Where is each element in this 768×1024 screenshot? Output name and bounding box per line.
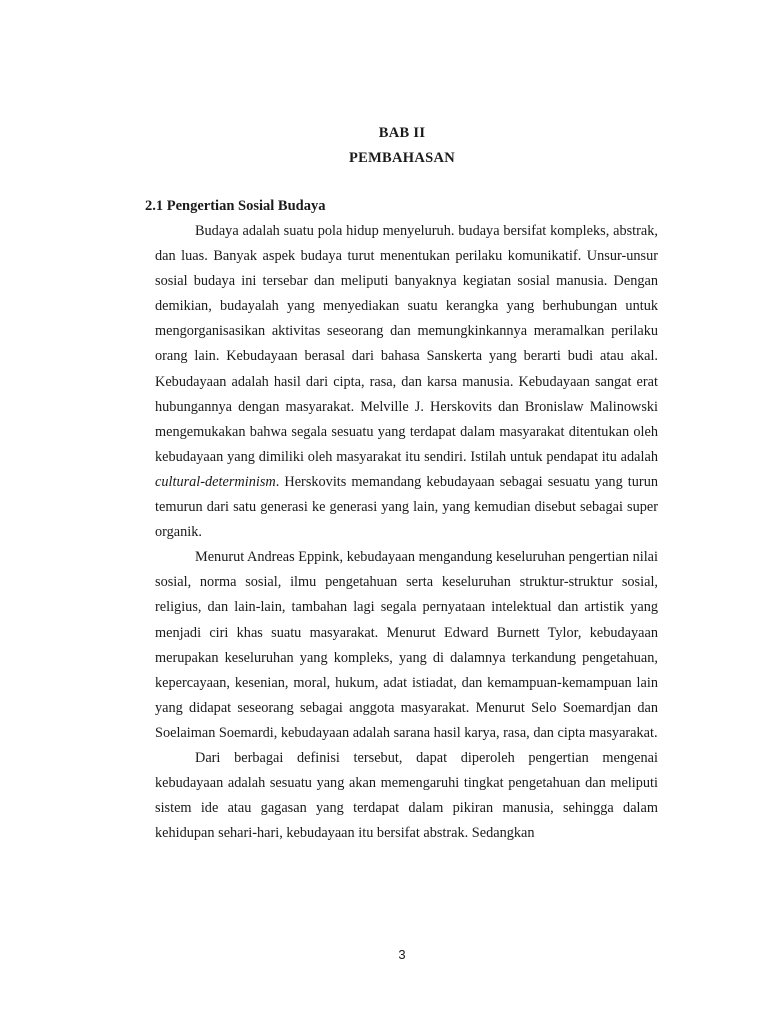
chapter-heading: BAB II [378,125,426,141]
paragraph [155,219,658,545]
section-title: 2.1 Pengertian Sosial Budaya [145,198,326,214]
paragraph-text: . Herskovits memandang kebudayaan sebagai sesuatu yang turun temurun dari satu generasi ke generasi yang lain, yang kemudian disebut sebagai super organik. [155,473,658,541]
paragraph: Menurut Andreas Eppink, kebudayaan mengandung keseluruhan pengertian nilai sosial, norma sosial, ilmu pengetahuan serta keseluruhan struktur-struktur sosial, religius, dan lain-lain, tambahan lagi segala pernyataan intelektual dan artistik yang menjadi ciri khas suatu masyarakat. Menurut Edward Burnett Tylor, kebudayaan merupakan keseluruhan yang kompleks, yang di dalamnya terkandung pengetahuan, kepercayaan, kesenian, moral, hukum, adat istiadat, dan kemampuan-kemampuan lain yang didapat seseorang sebagai anggota masyarakat. Menurut Selo Soemardjan dan Soelaiman Soemardi, kebudayaan adalah sarana hasil karya, rasa, dan cipta masyarakat. [155,549,658,741]
paragraph: Dari berbagai definisi tersebut, dapat diperoleh pengertian mengenai kebudayaan adalah sesuatu yang akan memengaruhi tingkat pengetahuan dan meliputi sistem ide atau gagasan yang terdapat dalam pikiran manusia, sehingga dalam kehidupan sehari-hari, kebudayaan itu bersifat abstrak. Sedangkan [155,749,658,842]
chapter-title: PEMBAHASAN [348,150,456,166]
italic-term: cultural-determinism [155,473,276,490]
paragraph-text: Budaya adalah suatu pola hidup menyeluruh. budaya bersifat kompleks, abstrak, dan luas. Banyak aspek budaya turut menentukan perilaku komunikatif. Unsur-unsur sosial budaya ini tersebar dan meliputi banyaknya kegiatan sosial manusia. Dengan demikian, budayalah yang menyediakan suatu kerangka yang berhubungan untuk mengorganisasikan aktivitas seseorang dan memungkinkannya meramalkan perilaku orang lain. Kebudayaan berasal dari bahasa Sanskerta yang berarti budi atau akal. Kebudayaan adalah hasil dari cipta, rasa, dan karsa manusia. Kebudayaan sangat erat hubungannya dengan masyarakat. Melville J. Herskovits dan Bronislaw Malinowski mengemukakan bahwa segala sesuatu yang terdapat dalam masyarakat ditentukan oleh kebudayaan yang dimiliki oleh masyarakat itu sendiri. Istilah untuk pendapat itu adalah [155,223,658,465]
body-text [155,219,658,846]
page-number: 3 [398,947,406,962]
